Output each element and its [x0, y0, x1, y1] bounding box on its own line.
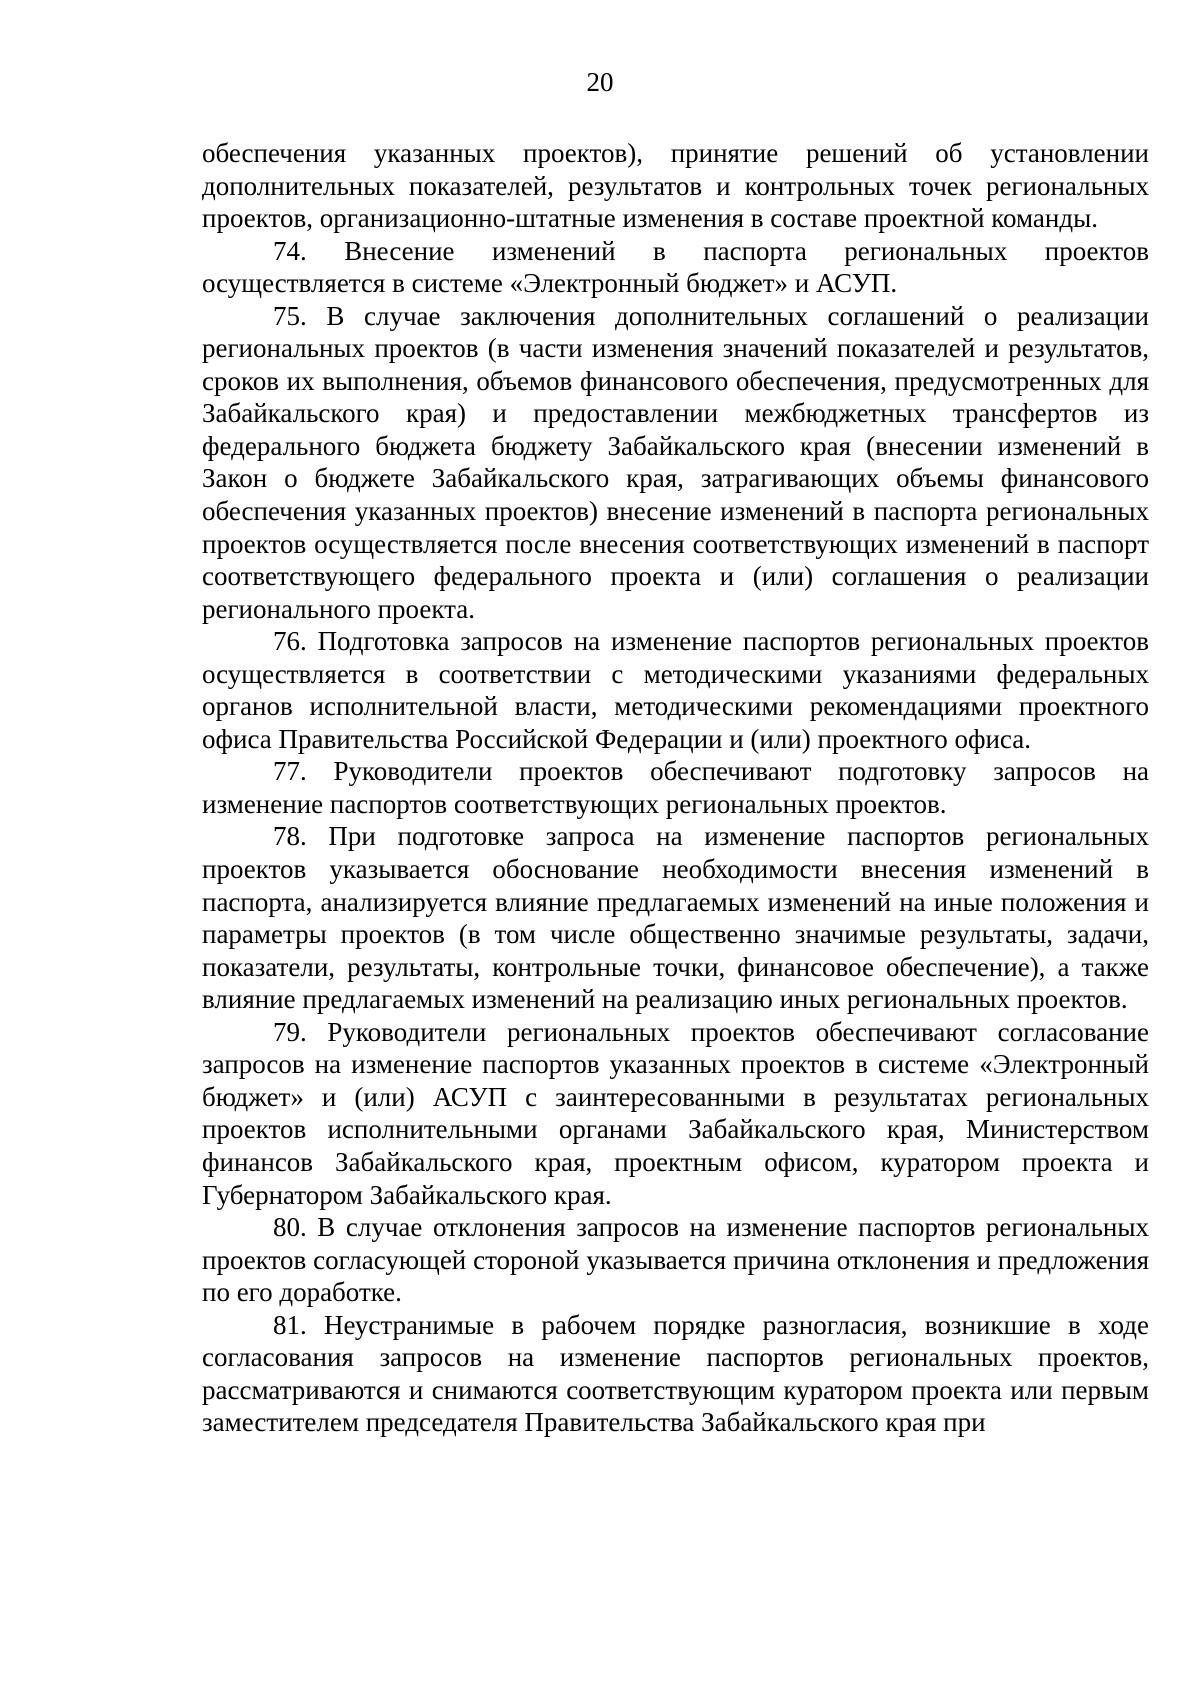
document-body	[202, 137, 1149, 1439]
page-number: 20	[586, 67, 614, 97]
paragraph-78: 78. При подготовке запроса на изменение паспортов региональных проектов указывается обоснование необходимости внесения изменений в паспорта, анализируется влияние предлагаемых изменений на иные положения и параметры проектов (в том числе общественно значимые результаты, задачи, показатели, результаты, контрольные точки, финансовое обеспечение), а также влияние предлагаемых изменений на реализацию иных региональных проектов.	[202, 821, 1149, 1015]
paragraph-continuation: обеспечения указанных проектов), принятие решений об установлении дополнительных показателей, результатов и контрольных точек региональных проектов, организационно-штатные изменения в составе проектной команды.	[202, 138, 1149, 234]
paragraph-75: 75. В случае заключения дополнительных соглашений о реализации региональных проектов (в части изменения значений показателей и результатов, сроков их выполнения, объемов финансового обеспечения, предусмотренных для Забайкальского края) и предоставлении межбюджетных трансфертов из федерального бюджета бюджету Забайкальского края (внесении изменений в Закон о бюджете Забайкальского края, затрагивающих объемы финансового обеспечения указанных проектов) внесение изменений в паспорта региональных проектов осуществляется после внесения соответствующих изменений в паспорт соответствующего федерального проекта и (или) соглашения о реализации регионального проекта.	[202, 300, 1149, 624]
paragraph-79: 79. Руководители региональных проектов обеспечивают согласование запросов на изменение паспортов указанных проектов в системе «Электронный бюджет» и (или) АСУП с заинтересованными в результатах региональных проектов исполнительными органами Забайкальского края, Министерством финансов Забайкальского края, проектным офисом, куратором проекта и Губернатором Забайкальского края.	[202, 1016, 1149, 1210]
paragraph-76: 76. Подготовка запросов на изменение паспортов региональных проектов осуществляется в соответствии с методическими указаниями федеральных органов исполнительной власти, методическими рекомендациями проектного офиса Правительства Российской Федерации и (или) проектного офиса.	[202, 626, 1149, 754]
paragraph-77: 77. Руководители проектов обеспечивают подготовку запросов на изменение паспортов соответствующих региональных проектов.	[202, 756, 1149, 819]
paragraph-80: 80. В случае отклонения запросов на изменение паспортов региональных проектов согласующей стороной указывается причина отклонения и предложения по его доработке.	[202, 1212, 1149, 1308]
paragraph-74: 74. Внесение изменений в паспорта региональных проектов осуществляется в системе «Электронный бюджет» и АСУП.	[202, 235, 1149, 299]
paragraph-81: 81. Неустранимые в рабочем порядке разногласия, возникшие в ходе согласования запросов на изменение паспортов региональных проектов, рассматриваются и снимаются соответствующим куратором проекта или первым заместителем председателя Правительства Забайкальского края при	[202, 1309, 1149, 1438]
